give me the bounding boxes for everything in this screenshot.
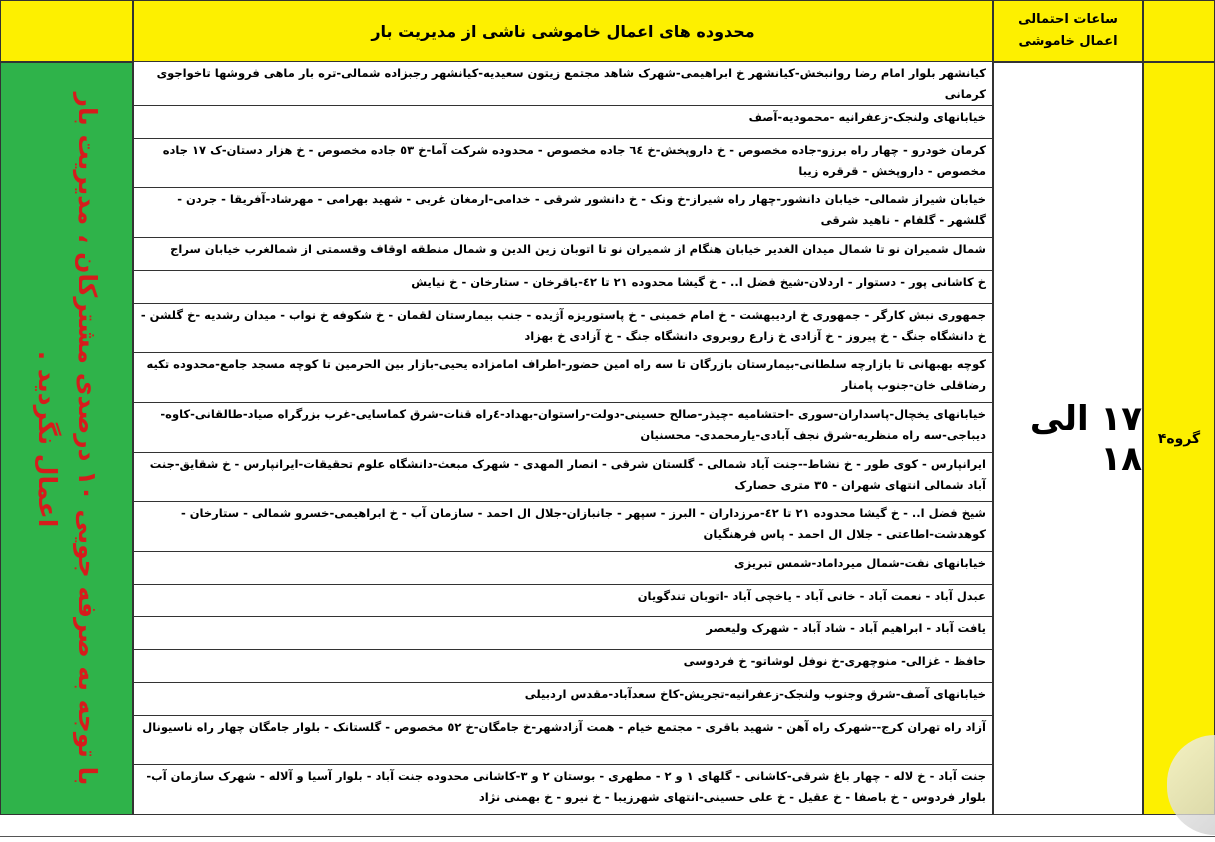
area-row: جمهوری نبش کارگر - جمهوری خ اردیبهشت - خ امام خمینی - خ پاستوریزه آژیده - جنب بیمارستان لقمان - خ شکوفه خ نواب - میدان رشدیه -خ گلشن - خ دانشگاه جنگ - خ پیروز - خ آزادی خ زارع روبروی دانشگاه جنگ - خ آزادی خ بهزاد: [134, 304, 992, 354]
header-corner-left: [0, 0, 133, 62]
area-row: ایرانپارس - کوی طور - خ نشاط--جنت آباد شمالی - گلستان شرقی - انصار المهدی - شهرک مبعث-دانشگاه علوم تحقیقات-ایرانپارس - خ شقایق-جنت آباد شمالی انتهای شهران - ٣٥ متری حصارک: [134, 453, 992, 503]
area-row: کوچه بهبهانی تا بازارچه سلطانی-بیمارستان بازرگان تا سه راه امین حضور-اطراف امامزاده یحیی-بازار بین الحرمین تا کوچه مسجد جامع-محدوده تکیه رضاقلی خان-جنوب پامنار: [134, 353, 992, 403]
header-corner-right: [1143, 0, 1215, 62]
area-row: خیابانهای یخچال-پاسداران-سوری -احتشامیه -چیذر-صالح حسینی-دولت-راستوان-بهداد-٤راه قنات-شرق کماسایی-غرب بزرگراه صیاد-طالقانی-کاوه-دیباجی-سه راه منظریه-شرق نجف آبادی-یارمحمدی- محسنیان: [134, 403, 992, 453]
hours-header-line2: اعمال خاموشی: [1018, 34, 1118, 49]
area-row: خیابانهای ولنجک-زعفرانیه -محمودیه-آصف: [134, 106, 992, 139]
area-row: عبدل آباد - نعمت آباد - خانی آباد - یاخچی آباد -اتوبان تندگویان: [134, 585, 992, 618]
area-row: شمال شمیران نو تا شمال میدان الغدیر خیابان هنگام از شمیران نو تا اتوبان زین الدین و شمال منطقه اوقاف وقسمتی از شمالغرب خیابان سراج: [134, 238, 992, 271]
side-note-cell: [0, 62, 133, 815]
hours-header-line1: ساعات احتمالی: [1018, 12, 1118, 27]
hours-column-header: [993, 0, 1143, 62]
area-row: آزاد راه تهران کرج--شهرک راه آهن - شهید باقری - مجتمع خیام - همت آزادشهر-خ جامگان-خ ٥٢ مخصوص - گلستانک - بلوار جامگان چهار راه ناسیونال: [134, 716, 992, 766]
area-row: حافظ - غزالی- منوچهری-خ نوفل لوشاتو- خ فردوسی: [134, 650, 992, 683]
area-row: خیابانهای نفت-شمال میرداماد-شمس تبریزی: [134, 552, 992, 585]
area-row: یافت آباد - ابراهیم آباد - شاد آباد - شهرک ولیعصر: [134, 617, 992, 650]
group-label: گروه۴: [1143, 62, 1215, 815]
area-row: کرمان خودرو - چهار راه برزو-جاده مخصوص - خ داروپخش-خ ٦٤ جاده مخصوص - محدوده شرکت آما-خ ٥٣ جاده مخصوص - خ هزار دستان-ک ١٧ جاده مخصوص - داروپخش - قرقره زیبا: [134, 139, 992, 189]
area-row: خیابان شیراز شمالی- خیابان دانشور-چهار راه شیراز-خ ونک - خ دانشور شرقی - خدامی-ارمغان غربی - شهید بهرامی - مهرشاد-آفریقا - جردن - گلشهر - گلفام - ناهید شرقی: [134, 188, 992, 238]
areas-list: [133, 62, 993, 815]
side-note-text: با توجه به صرفه جویی ۱۰ درصدی مشترکان ، مدیریت بار اعمال نگردید .: [32, 92, 102, 785]
area-row: خیابانهای آصف-شرق وجنوب ولنجک-زعفرانیه-تجریش-کاخ سعدآباد-مقدس اردبیلی: [134, 683, 992, 716]
area-row: کیانشهر بلوار امام رضا روانبخش-کیانشهر خ ابراهیمی-شهرک شاهد مجتمع زیتون سعیدیه-کیانشهر رجبزاده شمالی-تره بار ماهی فروشها تاخواجوی کرمانی: [134, 62, 992, 106]
page-bottom-divider: [0, 836, 1215, 837]
area-row: خ کاشانی پور - دستوار - اردلان-شیخ فضل ا.. - خ گیشا محدوده ٢١ تا ٤٢-باقرخان - ستارخان - خ نیایش: [134, 271, 992, 304]
areas-column-header: محدوده های اعمال خاموشی ناشی از مدیریت بار: [133, 0, 993, 62]
area-row: جنت آباد - خ لاله - چهار باغ شرقی-کاشانی - گلهای ١ و ٢ - مطهری - بوستان ٢ و ٣-کاشانی محدوده جنت آباد - بلوار آسیا و آلاله - شهرک سازمان آب-بلوار فردوس - خ باصفا - خ عقیل - خ علی حسینی-انتهای شهرزیبا - خ نیرو - خ بهمنی نژاد: [146, 769, 986, 805]
area-row: شیخ فضل ا.. - خ گیشا محدوده ٢١ تا ٤٢-مرزداران - البرز - سپهر - جانبازان-جلال ال احمد - سازمان آب - خ ابراهیمی-خسرو شمالی - ستارخان - کوهدشت-اطاعتی - جلال ال احمد - پاس فرهنگیان: [134, 502, 992, 552]
hours-value: ۱۷ الی ۱۸: [993, 62, 1143, 815]
